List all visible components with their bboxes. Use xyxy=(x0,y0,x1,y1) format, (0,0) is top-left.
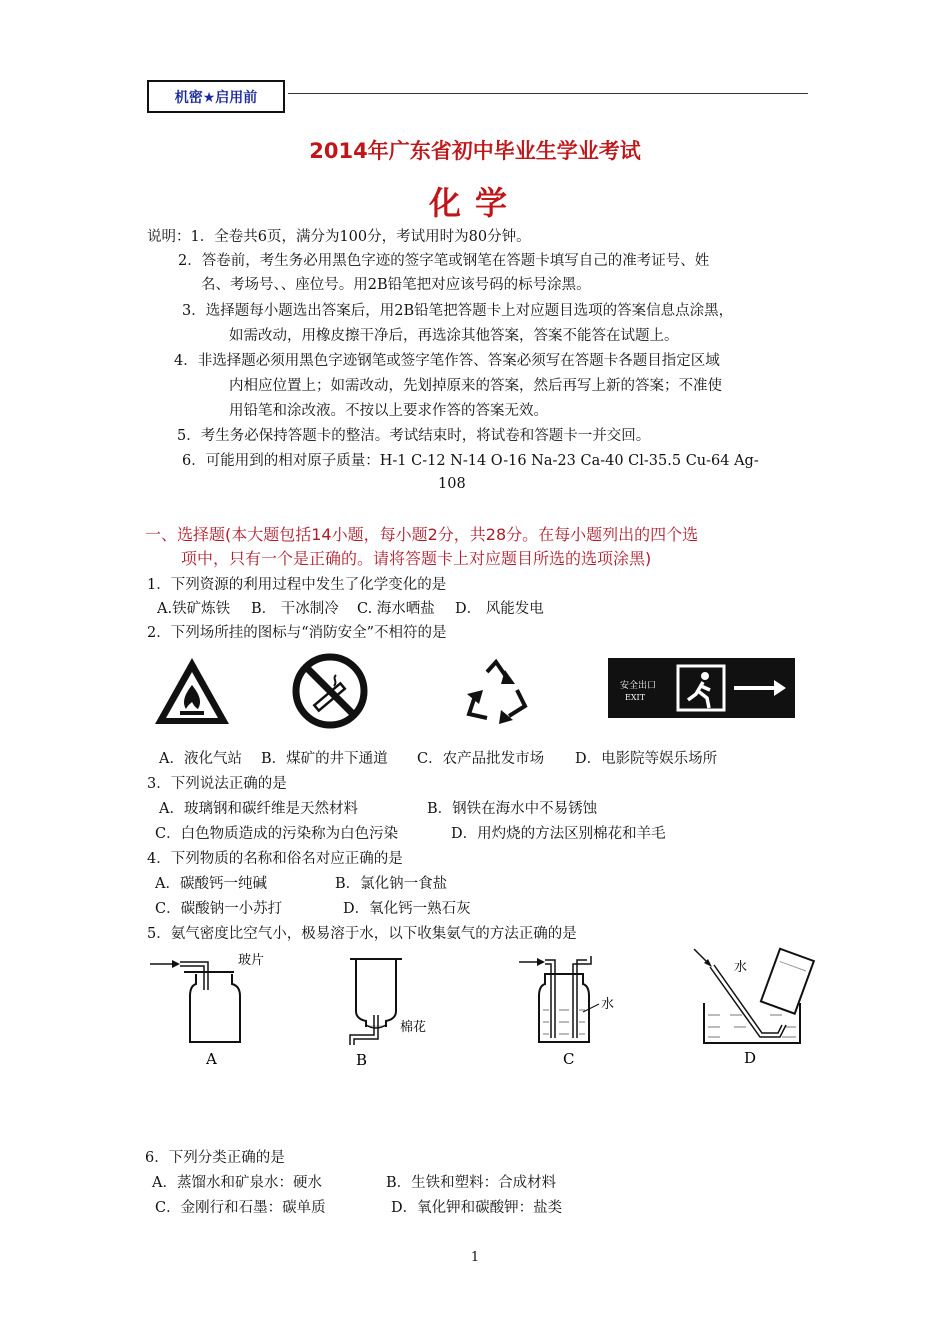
cotton-label: 棉花 xyxy=(400,1020,427,1035)
exit-sign-icon xyxy=(608,658,795,718)
flammable-warning-icon xyxy=(152,655,232,727)
question-6-options-row2 xyxy=(155,1197,562,1219)
water-label-d: 水 xyxy=(734,960,748,975)
fig-label-c: C xyxy=(563,1050,575,1068)
q3-option-b: B．钢铁在海水中不易锈蚀 xyxy=(427,801,598,817)
q6-option-d: D．氧化钾和碳酸钾：盐类 xyxy=(391,1200,563,1216)
section-heading-cont: 项中，只有一个是正确的。请将答题卡上对应题目所选的选项涂黑) xyxy=(181,549,652,568)
question-3-options-row2 xyxy=(155,823,666,845)
confidential-stamp: 机密★启用前 xyxy=(147,80,285,113)
instruction-4-cont2: 用铅笔和涂改液。不按以上要求作答的答案无效。 xyxy=(229,403,548,419)
glass-plate-label: 玻片 xyxy=(238,953,265,968)
q2-option-b: B．煤矿的井下通道 xyxy=(261,751,388,767)
apparatus-a-figure xyxy=(150,950,270,1070)
exit-sign-cn-text: 安全出口 xyxy=(620,681,657,691)
instruction-2-cont: 名、考场号、、座位号。用2B铅笔把对应该号码的标号涂黑。 xyxy=(201,277,591,293)
q1-option-b: B． 干冰制冷 xyxy=(251,601,339,617)
q3-option-a: A．玻璃钢和碳纤维是天然材料 xyxy=(159,801,358,817)
q4-option-c: C．碳酸钠一小苏打 xyxy=(155,901,283,917)
exit-sign-en-text: EXIT xyxy=(625,693,646,702)
instruction-1: 说明：1．全卷共6页，满分为100分，考试用时为80分钟。 xyxy=(147,229,531,245)
apparatus-d-figure xyxy=(690,945,820,1070)
q4-option-b: B．氯化钠一食盐 xyxy=(335,876,448,892)
q2-option-a: A．液化气站 xyxy=(159,751,242,767)
q6-option-c: C．金刚行和石墨：碳单质 xyxy=(155,1200,326,1216)
no-smoking-icon xyxy=(292,653,368,729)
apparatus-b-figure xyxy=(320,955,440,1070)
subject-title: 化学 xyxy=(428,184,521,222)
q3-option-c: C．白色物质造成的污染称为白色污染 xyxy=(155,826,399,842)
instruction-3: 3．选择题每小题选出答案后，用2B铅笔把答题卡上对应题目选项的答案信息点涂黑， xyxy=(182,303,734,319)
instruction-6: 6．可能用到的相对原子质量：H-1 C-12 N-14 O-16 Na-23 Ca-40 Cl-35.5 Cu-64 Ag- xyxy=(182,453,759,469)
q1-option-a: A.铁矿炼铁 xyxy=(157,601,231,617)
apparatus-c-figure xyxy=(515,950,635,1070)
question-2-options xyxy=(159,748,717,770)
q4-option-d: D．氧化钙一熟石灰 xyxy=(343,901,471,917)
recycle-icon xyxy=(461,658,531,726)
question-1-stem: 1．下列资源的利用过程中发生了化学变化的是 xyxy=(147,577,447,593)
question-4-options-row2 xyxy=(155,898,471,920)
question-3-options-row1 xyxy=(159,798,597,820)
question-6-options-row1 xyxy=(152,1172,556,1194)
fig-label-b: B xyxy=(356,1051,368,1069)
question-4-options-row1 xyxy=(155,873,447,895)
instruction-3-cont: 如需改动，用橡皮擦干净后，再选涂其他答案，答案不能答在试题上。 xyxy=(229,328,679,344)
fig-label-d: D xyxy=(744,1049,757,1067)
question-3-stem: 3．下列说法正确的是 xyxy=(147,776,287,792)
instruction-5: 5．考生务必保持答题卡的整洁。考试结束时，将试卷和答题卡一并交回。 xyxy=(177,428,651,444)
fig-label-a: A xyxy=(206,1050,217,1068)
instruction-6-cont: 108 xyxy=(438,476,466,492)
water-label-c: 水 xyxy=(601,997,615,1012)
instruction-4-cont: 内相应位置上；如需改动，先划掉原来的答案，然后再写上新的答案；不准使 xyxy=(229,378,722,394)
instruction-4: 4．非选择题必须用黑色字迹钢笔或签字笔作答、答案必须写在答题卡各题目指定区域 xyxy=(174,353,720,369)
q1-option-d: D． 风能发电 xyxy=(455,601,544,617)
question-4-stem: 4．下列物质的名称和俗名对应正确的是 xyxy=(147,851,403,867)
question-6-stem: 6．下列分类正确的是 xyxy=(145,1150,285,1166)
q2-option-d: D．电影院等娱乐场所 xyxy=(575,751,718,767)
header-rule xyxy=(288,93,808,94)
question-1-options xyxy=(157,598,544,620)
section-heading: 一、选择题(本大题包括14小题，每小题2分，共28分。在每小题列出的四个选 xyxy=(145,525,699,544)
q1-option-c: C. 海水晒盐 xyxy=(357,601,435,617)
q2-option-c: C．农产品批发市场 xyxy=(417,751,545,767)
q6-option-b: B．生铁和塑料：合成材料 xyxy=(386,1175,557,1191)
question-5-stem: 5．氨气密度比空气小，极易溶于水，以下收集氨气的方法正确的是 xyxy=(147,926,577,942)
exam-title: 2014年广东省初中毕业生学业考试 xyxy=(309,139,641,163)
q4-option-a: A．碳酸钙一纯碱 xyxy=(155,876,267,892)
page-number: 1 xyxy=(470,1250,480,1265)
q3-option-d: D．用灼烧的方法区别棉花和羊毛 xyxy=(451,826,666,842)
instruction-2: 2．答卷前，考生务必用黑色字迹的签字笔或钢笔在答题卡填写自己的准考证号、姓 xyxy=(178,253,710,269)
question-2-stem: 2．下列场所挂的图标与“消防安全”不相符的是 xyxy=(147,625,447,641)
q6-option-a: A．蒸馏水和矿泉水：硬水 xyxy=(152,1175,322,1191)
